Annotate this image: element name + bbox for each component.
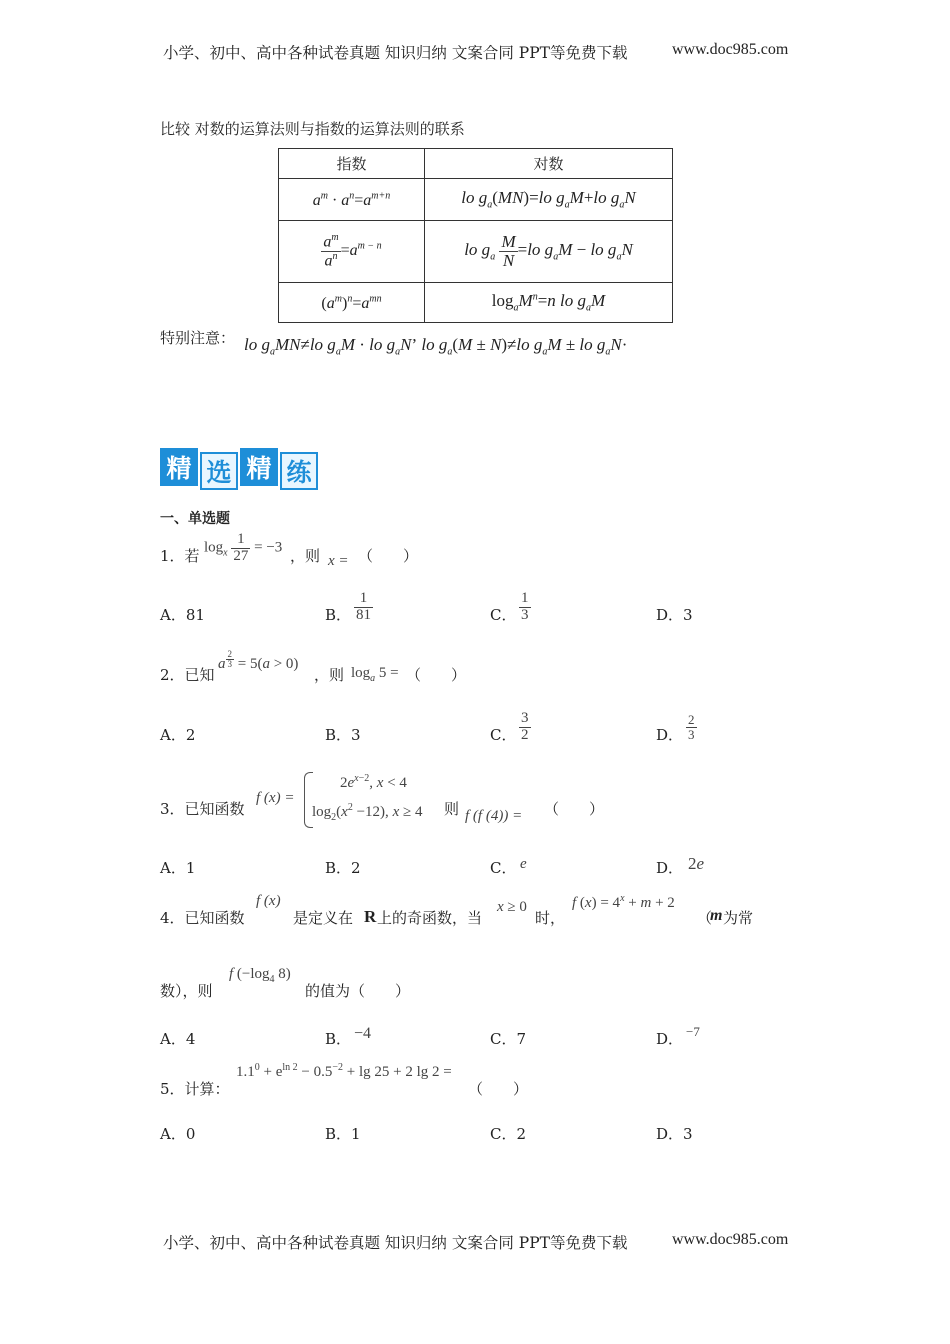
q1-option-d[interactable]: D．3 <box>656 606 693 624</box>
note-formula: lo $g_aMN\ne lo$ $g_aM$ · lo $g_aN$’ lo $g_a(M \pm N)\ne lo$ $g_aM$ ± lo $g_aN\cdot$ <box>244 335 628 358</box>
badge-char-1: 精 <box>160 448 198 486</box>
q1-blank: （ ） <box>358 547 419 565</box>
q4-condition: x ≥ 0 <box>497 899 527 915</box>
footer-site-link[interactable]: www.doc985.com <box>672 1231 789 1248</box>
note-label: 特别注意： <box>160 329 236 347</box>
q5-option-a[interactable]: A．0 <box>160 1125 196 1143</box>
q3-option-a[interactable]: A．1 <box>160 859 196 877</box>
q1-option-c-fraction: $\frac{1}{3}$ <box>521 590 529 623</box>
q1-formula: $\log_x$ $\frac{1}{27}$ = −3 <box>204 531 283 564</box>
q4-line2-text: 数），则 <box>160 982 213 1000</box>
q4-var-m: m <box>710 907 723 924</box>
q2-option-b[interactable]: B．3 <box>325 726 361 744</box>
q3-blank: （ ） <box>544 800 605 818</box>
q5-option-c[interactable]: C．2 <box>490 1125 527 1143</box>
comparison-table <box>278 148 673 323</box>
q2-then: ，则 <box>314 666 345 684</box>
rule-log-product: lo $g_a(MN)=lo$ $g_aM+lo$ $g_aN$ <box>425 179 673 221</box>
rule-exp-power: $(a^m)^n=a^{mn}$ <box>279 283 425 323</box>
q4-text-4: （ <box>697 909 713 927</box>
q4-option-b[interactable]: B． <box>325 1030 352 1048</box>
q3-option-c-value: e <box>520 856 527 872</box>
q4-text-5: 为常 <box>723 909 754 927</box>
q4-formula: f $(x) = 4^x + m + 2$ <box>572 893 675 911</box>
q2-formula: a $^{\frac{2}{3}}$ = 5(a > 0) <box>218 649 299 673</box>
q1-var: x = <box>328 553 349 569</box>
q1-stem: 1．若 <box>160 547 200 565</box>
rule-exp-quotient: $\frac{a^m}{a^n}$ $=a^{m - n}$ <box>279 221 425 283</box>
q4-stem: 4．已知函数 <box>160 909 245 927</box>
q2-stem: 2．已知 <box>160 666 215 684</box>
q5-stem: 5．计算： <box>160 1080 230 1098</box>
q2-option-c-fraction: $\frac{3}{2}$ <box>521 710 529 743</box>
column-header-exponent: 指数 <box>279 149 425 179</box>
header-promo-text: 小学、初中、高中各种试卷真题 知识归纳 文案合同 PPT等免费下载 <box>163 44 628 62</box>
q1-option-c[interactable]: C． <box>490 606 517 624</box>
q4-set-r: R <box>364 907 377 926</box>
q1-option-b[interactable]: B． <box>325 606 352 624</box>
header-site-link[interactable]: www.doc985.com <box>672 41 789 58</box>
q2-target: $\log_a 5$ = <box>351 665 399 684</box>
rule-log-quotient: lo $g_a$ $\frac{M}{N}$ =lo $g_aM$ − lo $g_aN$ <box>425 221 673 283</box>
q4-option-c[interactable]: C．7 <box>490 1030 527 1048</box>
rule-log-power: $\log_aM^n=n$ lo $g_aM$ <box>425 283 673 323</box>
comparison-title: 比较 对数的运算法则与指数的运算法则的联系 <box>160 120 465 138</box>
q2-option-d-fraction: $\frac{2}{3}$ <box>688 712 695 742</box>
badge-char-2: 选 <box>200 452 238 490</box>
q4-fx: f (x) <box>256 893 281 909</box>
q2-option-a[interactable]: A．2 <box>160 726 196 744</box>
q5-option-d[interactable]: D．3 <box>656 1125 693 1143</box>
q1-option-a[interactable]: A．81 <box>160 606 205 624</box>
q3-then: 则 <box>444 800 460 818</box>
q4-target: f ($-\log_4$ 8) <box>229 966 291 985</box>
q2-option-d[interactable]: D． <box>656 726 684 744</box>
q3-case-1: $2e^{x-2}$, x < 4 <box>340 773 407 791</box>
q4-line2-end: 的值为（ ） <box>305 982 411 1000</box>
q3-option-d-value: 2e <box>688 854 705 873</box>
q5-formula: $1.1^0 + e^{ln 2} - 0.5^{-2} + \lg 25 + 2$ lg 2 = <box>236 1062 452 1080</box>
q4-text-1: 是定义在 <box>293 909 354 927</box>
q3-option-d[interactable]: D． <box>656 859 684 877</box>
q4-option-b-value: −4 <box>354 1025 372 1042</box>
q4-text-2: 上的奇函数，当 <box>377 909 483 927</box>
q1-option-b-fraction: $\frac{1}{81}$ <box>356 590 371 623</box>
q4-text-3: 时， <box>535 909 566 927</box>
q4-option-d[interactable]: D． <box>656 1030 684 1048</box>
q4-option-a[interactable]: A．4 <box>160 1030 196 1048</box>
q3-fx: f (x) = <box>256 790 295 806</box>
rule-exp-product: $a^m \cdot a^n=a^{m+n}$ <box>279 179 425 221</box>
q3-option-b[interactable]: B．2 <box>325 859 361 877</box>
footer-promo-text: 小学、初中、高中各种试卷真题 知识归纳 文案合同 PPT等免费下载 <box>163 1234 628 1252</box>
q3-case-2: $\log_2(x^2 -12)$, x ≥ 4 <box>312 802 423 823</box>
badge-char-3: 精 <box>240 448 278 486</box>
column-header-logarithm: 对数 <box>425 149 673 179</box>
q5-blank: （ ） <box>468 1080 529 1098</box>
q1-then: ，则 <box>290 547 321 565</box>
q3-stem: 3．已知函数 <box>160 800 245 818</box>
q3-target: f (f (4)) = <box>465 808 523 824</box>
badge-char-4: 练 <box>280 452 318 490</box>
q2-blank: （ ） <box>406 666 467 684</box>
section-title: 一、单选题 <box>160 511 230 527</box>
q3-option-c[interactable]: C． <box>490 859 517 877</box>
q2-option-c[interactable]: C． <box>490 726 517 744</box>
q4-option-d-value: −7 <box>686 1024 700 1039</box>
q5-option-b[interactable]: B．1 <box>325 1125 361 1143</box>
